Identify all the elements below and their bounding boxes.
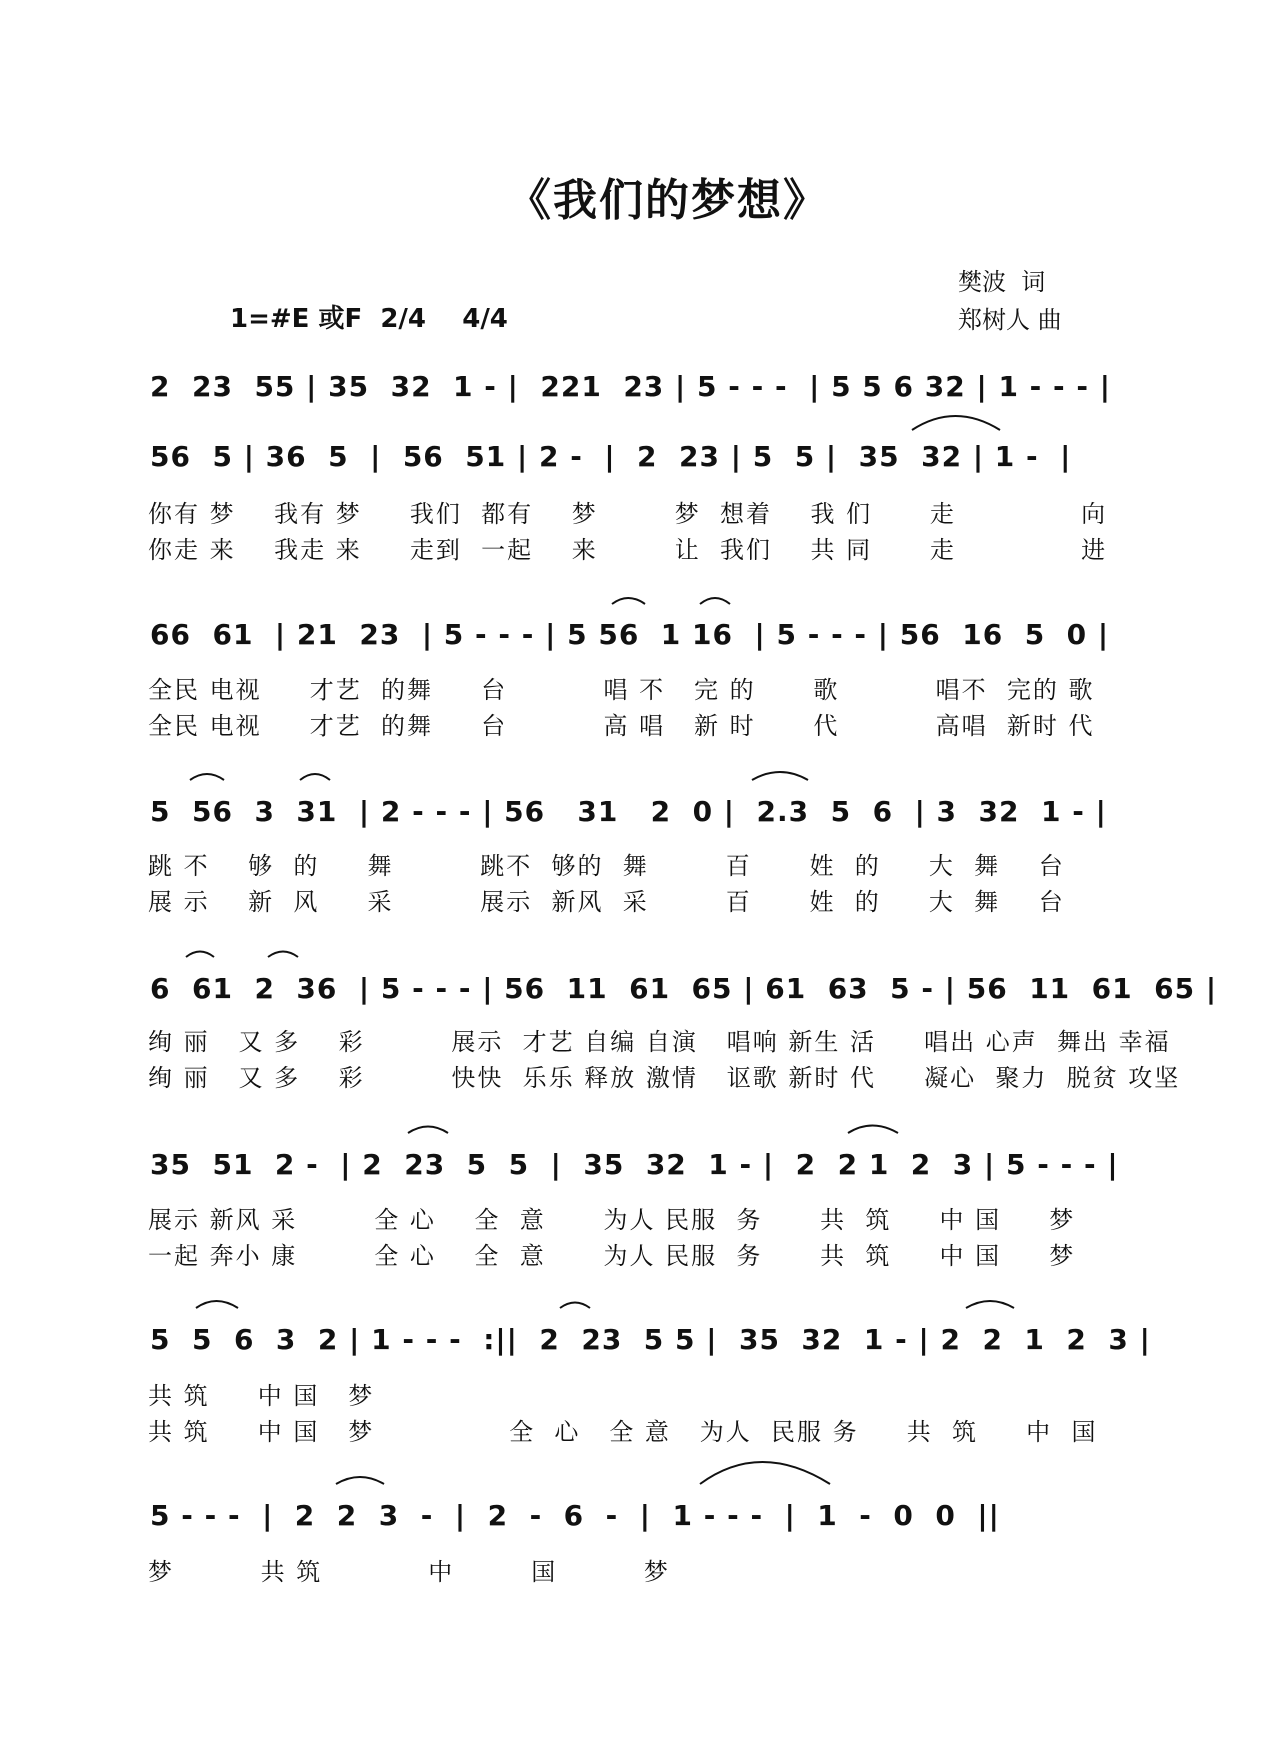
- slur-arc: [190, 774, 224, 780]
- slur-arc: [196, 1301, 238, 1308]
- lyric-row-3-verse-1: 全民 电视 才艺 的舞 台 唱 不 完 的 歌 唱不 完的 歌: [148, 676, 1095, 704]
- lyric-row-5-verse-1: 绚 丽 又 多 彩 展示 才艺 自编 自演 唱响 新生 活 唱出 心声 舞出 幸福: [148, 1028, 1171, 1056]
- lyric-row-4-verse-2: 展 示 新 风 采 展示 新风 采 百 姓 的 大 舞 台: [148, 888, 1065, 916]
- notation-row-2: 56 5 | 36 5 | 56 51 | 2 - | 2 23 | 5 5 | 35 32 | 1 - |: [150, 440, 1072, 473]
- slur-arc: [186, 952, 214, 958]
- slur-arc: [560, 1303, 590, 1309]
- lyric-row-2-verse-1: 你有 梦 我有 梦 我们 都有 梦 梦 想着 我 们 走 向: [148, 500, 1108, 528]
- lyric-row-6-verse-1: 展示 新风 采 全 心 全 意 为人 民服 务 共 筑 中 国 梦: [148, 1206, 1076, 1234]
- notation-row-4: 5 56 3 31 | 2 - - - | 56 31 2 0 | 2.3 5 6 | 3 32 1 - |: [150, 795, 1107, 828]
- notation-row-6: 35 51 2 - | 2 23 5 5 | 35 32 1 - | 2 2 1 2 3 | 5 - - - |: [150, 1148, 1119, 1181]
- slur-arc: [966, 1301, 1014, 1308]
- slur-arc: [700, 598, 730, 604]
- lyric-row-3-verse-2: 全民 电视 才艺 的舞 台 高 唱 新 时 代 高唱 新时 代: [148, 712, 1095, 740]
- lyric-row-7-verse-1: 共 筑 中 国 梦: [148, 1382, 375, 1410]
- slur-arc: [700, 1462, 830, 1484]
- page-title: 《我们的梦想》: [507, 175, 829, 226]
- lyric-row-8-verse-1: 梦 共 筑 中 国 梦: [148, 1558, 670, 1586]
- notation-row-5: 6 61 2 36 | 5 - - - | 56 11 61 65 | 61 63 5 - | 56 11 61 65 |: [150, 972, 1218, 1005]
- lyric-row-2-verse-2: 你走 来 我走 来 走到 一起 来 让 我们 共 同 走 进: [148, 536, 1108, 564]
- slur-arc: [268, 952, 298, 958]
- notation-row-8: 5 - - - | 2 2 3 - | 2 - 6 - | 1 - - - | 1 - 0 0 ||: [150, 1499, 1000, 1532]
- notation-row-3: 66 61 | 21 23 | 5 - - - | 5 56 1 16 | 5 - - - | 56 16 5 0 |: [150, 618, 1110, 651]
- slur-arc: [408, 1127, 448, 1134]
- composer-credit: 郑树人 曲: [958, 306, 1062, 334]
- notation-row-1: 2 23 55 | 35 32 1 - | 221 23 | 5 - - - | 5 5 6 32 | 1 - - - |: [150, 370, 1112, 403]
- slur-arc: [336, 1477, 384, 1484]
- key-signature: 1=#E 或F 2/4 4/4: [230, 304, 508, 334]
- slur-arc: [848, 1126, 898, 1134]
- slur-arc: [912, 416, 1000, 430]
- notation-row-7: 5 5 6 3 2 | 1 - - - :|| 2 23 5 5 | 35 32 1 - | 2 2 1 2 3 |: [150, 1323, 1151, 1356]
- slur-arc: [612, 598, 645, 604]
- slur-arc: [752, 772, 808, 780]
- lyric-row-7-verse-2: 共 筑 中 国 梦 全 心 全 意 为人 民服 务 共 筑 中 国: [148, 1418, 1098, 1446]
- lyric-row-4-verse-1: 跳 不 够 的 舞 跳不 够的 舞 百 姓 的 大 舞 台: [148, 852, 1065, 880]
- slur-arc: [300, 774, 330, 780]
- lyricist-credit: 樊波 词: [958, 268, 1046, 296]
- lyric-row-5-verse-2: 绚 丽 又 多 彩 快快 乐乐 释放 激情 讴歌 新时 代 凝心 聚力 脱贫 攻坚: [148, 1064, 1181, 1092]
- lyric-row-6-verse-2: 一起 奔小 康 全 心 全 意 为人 民服 务 共 筑 中 国 梦: [148, 1242, 1076, 1270]
